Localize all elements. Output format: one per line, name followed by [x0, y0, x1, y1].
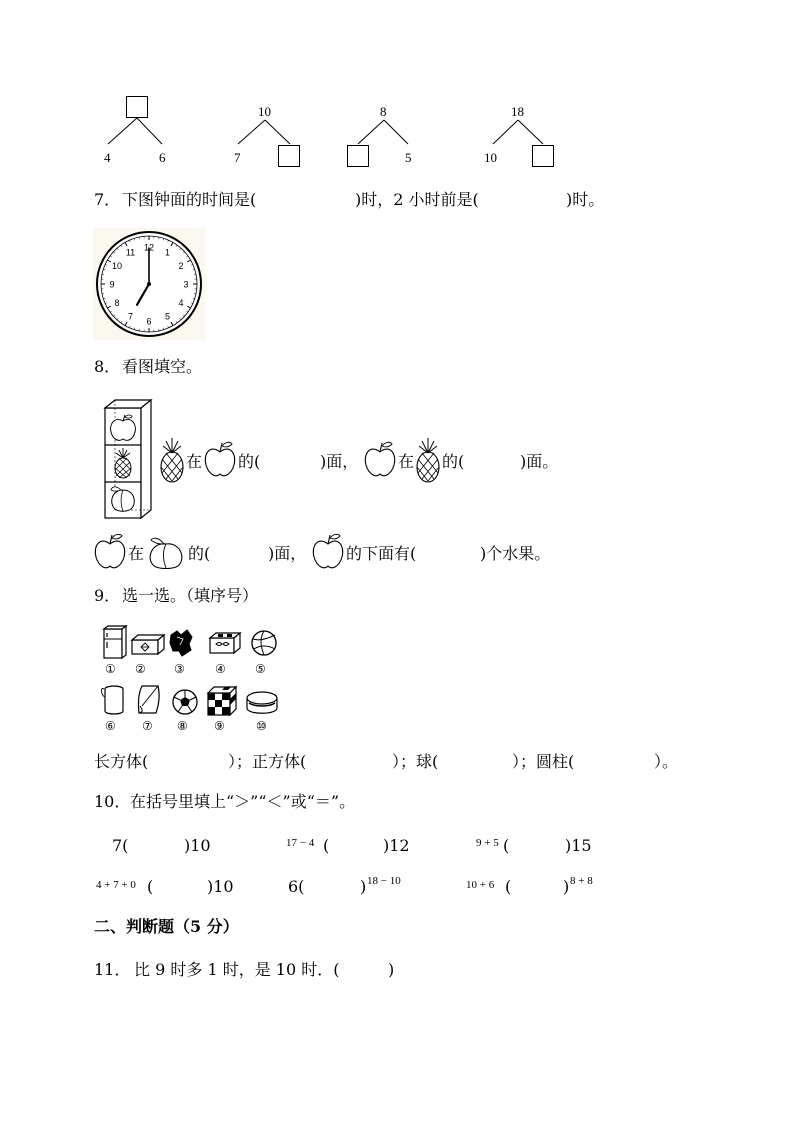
tree-3-left-box[interactable]: [347, 145, 369, 167]
q10-r2-3-left: 10 + 6: [466, 879, 495, 891]
q8-l2-a: 在: [128, 544, 145, 563]
tree-4-right-box[interactable]: [532, 145, 554, 167]
q10-r2-2-left: 6(: [288, 877, 305, 896]
q8-l2-e: )个水果。: [480, 544, 551, 563]
q9-title: 选一选。（填序号）: [122, 586, 259, 605]
q10-r2-3-right2: 8 + 8: [570, 875, 593, 887]
q10-title: 在括号里填上“＞”“＜”或“＝”。: [130, 792, 356, 811]
q9-answer-d: ）；圆柱(: [512, 752, 575, 771]
q8-l1-b: 的(: [238, 452, 261, 471]
clock-number: 9: [109, 279, 115, 290]
q10-r1-1-left: 7(: [112, 836, 129, 855]
label-1: ①: [105, 662, 116, 676]
q7-part3: )时。: [566, 190, 605, 209]
shape-6-bucket-icon: [102, 684, 128, 716]
pineapple-icon: [414, 437, 442, 485]
q7-part2: )时，2 小时前是(: [355, 190, 479, 209]
q10-r1-2-mid: (: [323, 836, 330, 855]
clock-number: 7: [127, 311, 134, 322]
shape-1-fridge-icon: [102, 626, 128, 660]
label-7: ⑦: [142, 719, 153, 733]
q11-end: ): [388, 960, 395, 979]
peach-icon: [146, 534, 186, 570]
label-5: ⑤: [255, 662, 266, 676]
tree-4-left: 10: [484, 150, 497, 165]
label-4: ④: [215, 662, 226, 676]
tree-1-top-box[interactable]: [126, 96, 148, 118]
shape-5-volleyball-icon: [250, 629, 278, 657]
clock-number: 12: [143, 242, 155, 253]
label-6: ⑥: [105, 719, 116, 733]
q7-number: 7．: [94, 190, 121, 209]
clock-number: 8: [114, 298, 120, 308]
shape-8-football-icon: [171, 688, 199, 716]
clock-number: 3: [183, 279, 189, 290]
q9-number: 9．: [94, 586, 121, 605]
shape-10-cylinder-icon: [245, 690, 279, 716]
tree-1-right: 6: [159, 150, 166, 165]
q9-answer-b: ）；正方体(: [228, 752, 307, 771]
apple-icon: [364, 440, 396, 480]
q10-number: 10．: [94, 792, 131, 811]
q8-l2-d: 的下面有(: [346, 544, 417, 563]
shape-7-irregular-icon: [136, 684, 162, 716]
shape-3-irregular-icon: [168, 629, 194, 657]
section-2-title: 二、判断题（5 分）: [94, 917, 239, 936]
clock-number: 4: [178, 298, 184, 308]
q8-l1-d: 在: [398, 452, 415, 471]
apple-icon: [312, 532, 344, 572]
clock-number: 6: [146, 316, 152, 327]
q10-r1-2-right: )12: [383, 836, 410, 855]
clock-number: 10: [111, 261, 122, 271]
tree-4-top: 18: [511, 104, 524, 119]
clock-figure: [93, 228, 205, 340]
q8-l1-f: )面。: [520, 452, 559, 471]
q9-answer-c: ）；球(: [392, 752, 439, 771]
tree-2-right-box[interactable]: [278, 145, 300, 167]
label-2: ②: [135, 662, 146, 676]
tree-2-left: 7: [234, 150, 241, 165]
apple-icon: [94, 532, 126, 572]
label-8: ⑧: [177, 719, 188, 733]
tree-1-left: 4: [104, 150, 111, 165]
q10-r1-3-right: )15: [565, 836, 592, 855]
label-10: ⑩: [256, 719, 267, 733]
q8-number: 8．: [94, 357, 121, 376]
q8-title: 看图填空。: [122, 357, 203, 376]
clock-number: 11: [125, 247, 136, 258]
pineapple-icon: [158, 437, 186, 485]
q10-r2-3-mid: (: [505, 877, 512, 896]
tree-2-top: 10: [258, 104, 271, 119]
q8-l2-b: 的(: [188, 544, 211, 563]
label-3: ③: [174, 662, 185, 676]
q10-r1-3-left: 9 + 5: [476, 837, 499, 849]
label-9: ⑨: [214, 719, 225, 733]
shape-9-cube-icon: [206, 685, 238, 717]
q8-l1-e: 的(: [442, 452, 465, 471]
q10-r2-1-left: 4 + 7 + 0: [96, 879, 136, 891]
tree-1-lines: [100, 118, 200, 158]
q11-text: 比 9 时多 1 时，是 10 时．(: [134, 960, 340, 979]
q9-answer-e: ）。: [654, 752, 679, 771]
q8-l1-a: 在: [186, 452, 203, 471]
q10-r2-2-right: ): [360, 877, 367, 896]
clock-number: 2: [178, 261, 184, 271]
shape-2-box-icon: [130, 633, 166, 657]
q7-part1: 下图钟面的时间是(: [122, 190, 257, 209]
q10-r1-3-mid: (: [503, 836, 510, 855]
shape-4-box-icon: [208, 631, 242, 655]
q10-r2-3-right: ): [563, 877, 570, 896]
fruit-shelf: [101, 398, 161, 523]
q9-answer-a: 长方体(: [94, 752, 149, 771]
q10-r1-2-left: 17 − 4: [286, 837, 315, 849]
tree-3-top: 8: [380, 104, 387, 119]
q10-r2-2-right2: 18 − 10: [367, 875, 401, 887]
q11-number: 11．: [94, 960, 131, 979]
q10-r2-1-right: )10: [207, 877, 234, 896]
q8-l1-c: )面，: [320, 452, 359, 471]
clock-face: [93, 228, 205, 340]
clock-number: 1: [164, 247, 171, 258]
apple-icon: [204, 440, 236, 480]
tree-3-right: 5: [405, 150, 412, 165]
q10-r2-1-mid: (: [147, 877, 154, 896]
clock-number: 5: [164, 311, 171, 322]
q10-r1-1-right: )10: [184, 836, 211, 855]
q8-l2-c: )面，: [268, 544, 307, 563]
